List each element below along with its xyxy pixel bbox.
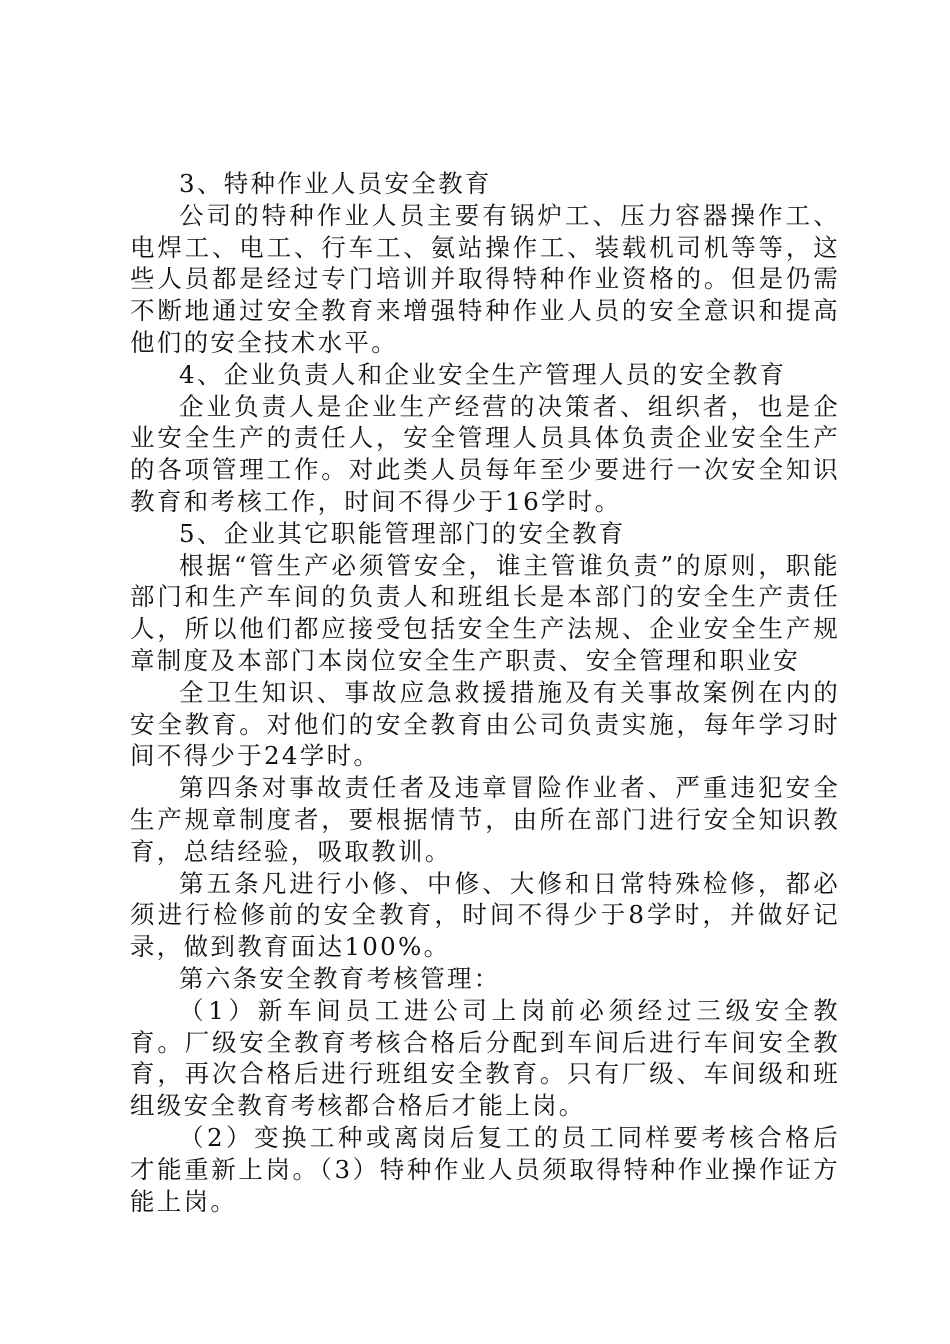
paragraph-job-change: （2）变换工种或离岗后复工的员工同样要考核合格后才能重新上岗。（3）特种作业人员须取得特种作业操作证方能上岗。 [130, 1122, 840, 1216]
paragraph-managers: 企业负责人是企业生产经营的决策者、组织者，也是企业安全生产的责任人，安全管理人员具体负责企业安全生产的各项管理工作。对此类人员每年至少要进行一次安全知识教育和考核工作，时间不得少于16学时。 [130, 391, 840, 516]
paragraph-new-employees: （1）新车间员工进公司上岗前必须经过三级安全教育。厂级安全教育考核合格后分配到车间后进行车间安全教育，再次合格后进行班组安全教育。只有厂级、车间级和班组级安全教育考核都合格后才能上岗。 [130, 995, 840, 1121]
paragraph-special-operators: 公司的特种作业人员主要有锅炉工、压力容器操作工、电焊工、电工、行车工、氨站操作工、装载机司机等等，这些人员都是经过专门培训并取得特种作业资格的。但是仍需不断地通过安全教育来增强特种作业人员的安全意识和提高他们的安全技术水平。 [130, 200, 840, 357]
section-heading-article-six: 第六条安全教育考核管理： [179, 963, 501, 993]
paragraph-article-five: 第五条凡进行小修、中修、大修和日常特殊检修，都必须进行检修前的安全教育，时间不得少于8学时，并做好记录，做到教育面达100%。 [130, 868, 840, 962]
paragraph-functional-departments: 根据“管生产必须管安全，谁主管谁负责”的原则，职能部门和生产车间的负责人和班组长是本部门的安全生产责任人，所以他们都应接受包括安全生产法规、企业安全生产规章制度及本部门本岗位安全生产职责、安全管理和职业安 [130, 550, 840, 675]
section-heading-functional-departments: 5、企业其它职能管理部门的安全教育 [179, 518, 626, 548]
paragraph-article-four: 第四条对事故责任者及违章冒险作业者、严重违犯安全生产规章制度者，要根据情节，由所在部门进行安全知识教育，总结经验，吸取教训。 [130, 773, 840, 866]
section-heading-managers: 4、企业负责人和企业安全生产管理人员的安全教育 [179, 359, 787, 389]
section-heading-special-operators: 3、特种作业人员安全教育 [179, 169, 492, 198]
document-body [130, 168, 840, 1217]
paragraph-safety-knowledge: 全卫生知识、事故应急救援措施及有关事故案例在内的安全教育。对他们的安全教育由公司负责实施，每年学习时间不得少于24学时。 [130, 677, 840, 771]
